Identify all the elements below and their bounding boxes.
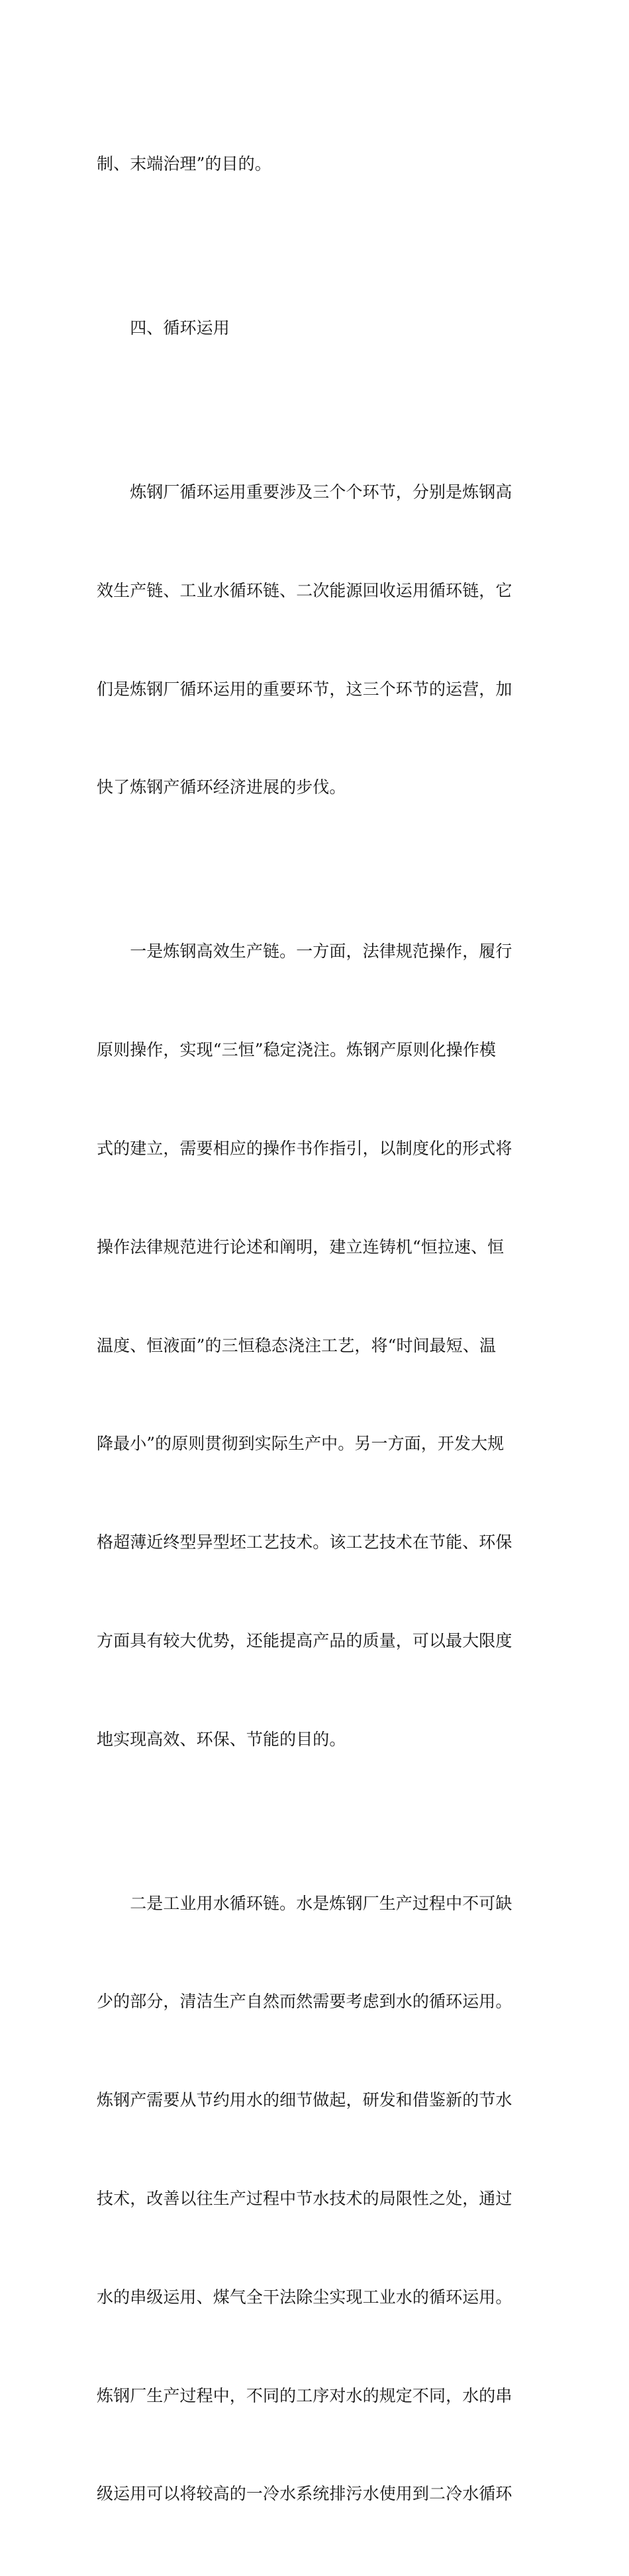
text-line: 一是炼钢高效生产链。一方面，法律规范操作，履行 [97, 942, 512, 961]
text-line: 效生产链、工业水循环链、二次能源回收运用循环链，它 [97, 580, 512, 600]
section-heading [97, 246, 520, 410]
paragraph-continuation [97, 82, 520, 246]
text-line: 们是炼钢厂循环运用的重要环节，这三个环节的运营，加 [97, 679, 512, 699]
text-line: 炼钢厂循环运用重要涉及三个个环节，分别是炼钢高 [97, 482, 512, 502]
text-line: 方面具有较大优势，还能提高产品的质量，可以最大限度 [97, 1630, 512, 1650]
text-line: 原则操作，实现“三恒”稳定浇注。炼钢产原则化操作模 [97, 1040, 497, 1060]
text-line: 地实现高效、环保、节能的目的。 [97, 1729, 346, 1749]
text-line: 少的部分，清洁生产自然而然需要考虑到水的循环运用。 [97, 1992, 512, 2012]
text-line: 级运用可以将较高的一冷水系统排污水使用到二冷水循环 [97, 2484, 512, 2504]
text-line: 炼钢产需要从节约用水的细节做起，研发和借鉴新的节水 [97, 2090, 512, 2110]
text-line: 四、循环运用 [97, 318, 230, 338]
paragraph-second-chain [97, 1821, 520, 2576]
text-line: 水的串级运用、煤气全干法除尘实现工业水的循环运用。 [97, 2287, 512, 2307]
text-line: 技术，改善以往生产过程中节水技术的局限性之处，通过 [97, 2189, 512, 2208]
text-line: 操作法律规范进行论述和阐明，建立连铸机“恒拉速、恒 [97, 1237, 505, 1257]
paragraph-intro [97, 410, 520, 869]
text-line: 温度、恒液面”的三恒稳态浇注工艺，将“时间最短、温 [97, 1335, 497, 1355]
text-line: 格超薄近终型异型坯工艺技术。该工艺技术在节能、环保 [97, 1532, 512, 1552]
document-body [97, 82, 520, 2576]
text-line: 式的建立，需要相应的操作书作指引，以制度化的形式将 [97, 1139, 512, 1158]
text-line: 二是工业用水循环链。水是炼钢厂生产过程中不可缺 [97, 1893, 512, 1913]
text-line: 炼钢厂生产过程中，不同的工序对水的规定不同，水的串 [97, 2385, 512, 2405]
text-line: 快了炼钢产循环经济进展的步伐。 [97, 777, 346, 797]
text-line: 降最小”的原则贯彻到实际生产中。另一方面，开发大规 [97, 1434, 505, 1454]
paragraph-first-chain [97, 869, 520, 1821]
text-line: 制、末端治理”的目的。 [97, 154, 271, 174]
